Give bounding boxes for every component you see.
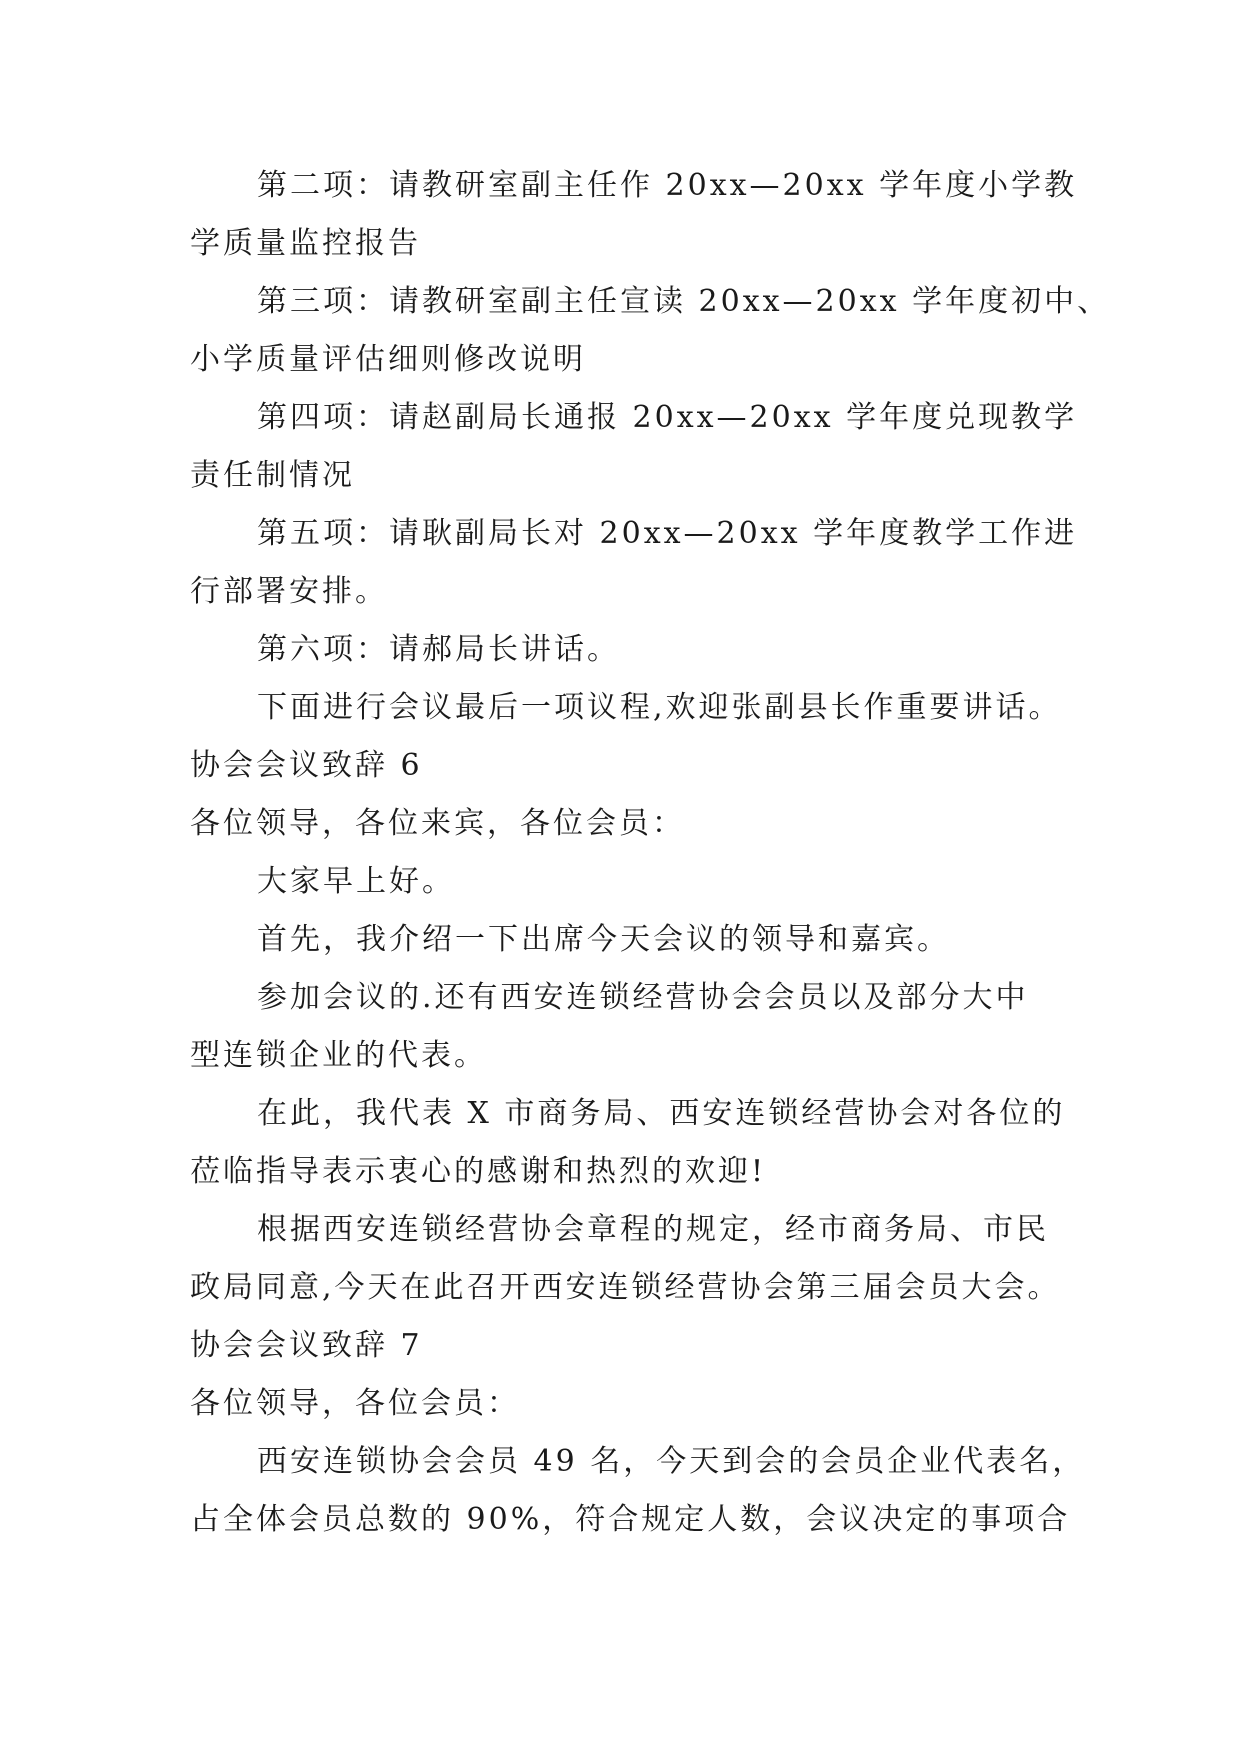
text-line: 型连锁企业的代表。	[190, 1038, 487, 1073]
text-line: 学质量监控报告	[190, 226, 421, 261]
text-line: 政局同意,今天在此召开西安连锁经营协会第三届会员大会。	[190, 1270, 1061, 1305]
text-line: 参加会议的.还有西安连锁经营协会会员以及部分大中	[257, 980, 1029, 1015]
text-line: 西安连锁协会会员 49 名，今天到会的会员企业代表名，	[257, 1444, 1086, 1479]
section-heading: 协会会议致辞 7	[190, 1328, 423, 1363]
salutation: 各位领导，各位来宾，各位会员：	[190, 806, 685, 841]
text-line: 第五项：请耿副局长对 20xx—20xx 学年度教学工作进	[257, 516, 1078, 551]
text-line: 责任制情况	[190, 458, 355, 493]
salutation: 各位领导，各位会员：	[190, 1386, 520, 1421]
text-line: 根据西安连锁经营协会章程的规定，经市商务局、市民	[257, 1212, 1049, 1247]
text-line: 首先，我介绍一下出席今天会议的领导和嘉宾。	[257, 922, 950, 957]
text-line: 大家早上好。	[257, 864, 455, 899]
text-line: 在此，我代表 X 市商务局、西安连锁经营协会对各位的	[257, 1096, 1066, 1131]
text-line: 小学质量评估细则修改说明	[190, 342, 586, 377]
text-line: 第三项：请教研室副主任宣读 20xx—20xx 学年度初中、	[257, 284, 1111, 319]
section-heading: 协会会议致辞 6	[190, 748, 423, 783]
text-line: 第四项：请赵副局长通报 20xx—20xx 学年度兑现教学	[257, 400, 1078, 435]
text-line: 第六项：请郝局长讲话。	[257, 632, 620, 667]
text-line: 第二项：请教研室副主任作 20xx—20xx 学年度小学教	[257, 168, 1078, 203]
text-line: 占全体会员总数的 90%，符合规定人数，会议决定的事项合	[190, 1502, 1071, 1537]
text-line: 下面进行会议最后一项议程,欢迎张副县长作重要讲话。	[257, 690, 1062, 725]
text-line: 行部署安排。	[190, 574, 388, 609]
text-line: 莅临指导表示衷心的感谢和热烈的欢迎!	[190, 1154, 767, 1189]
